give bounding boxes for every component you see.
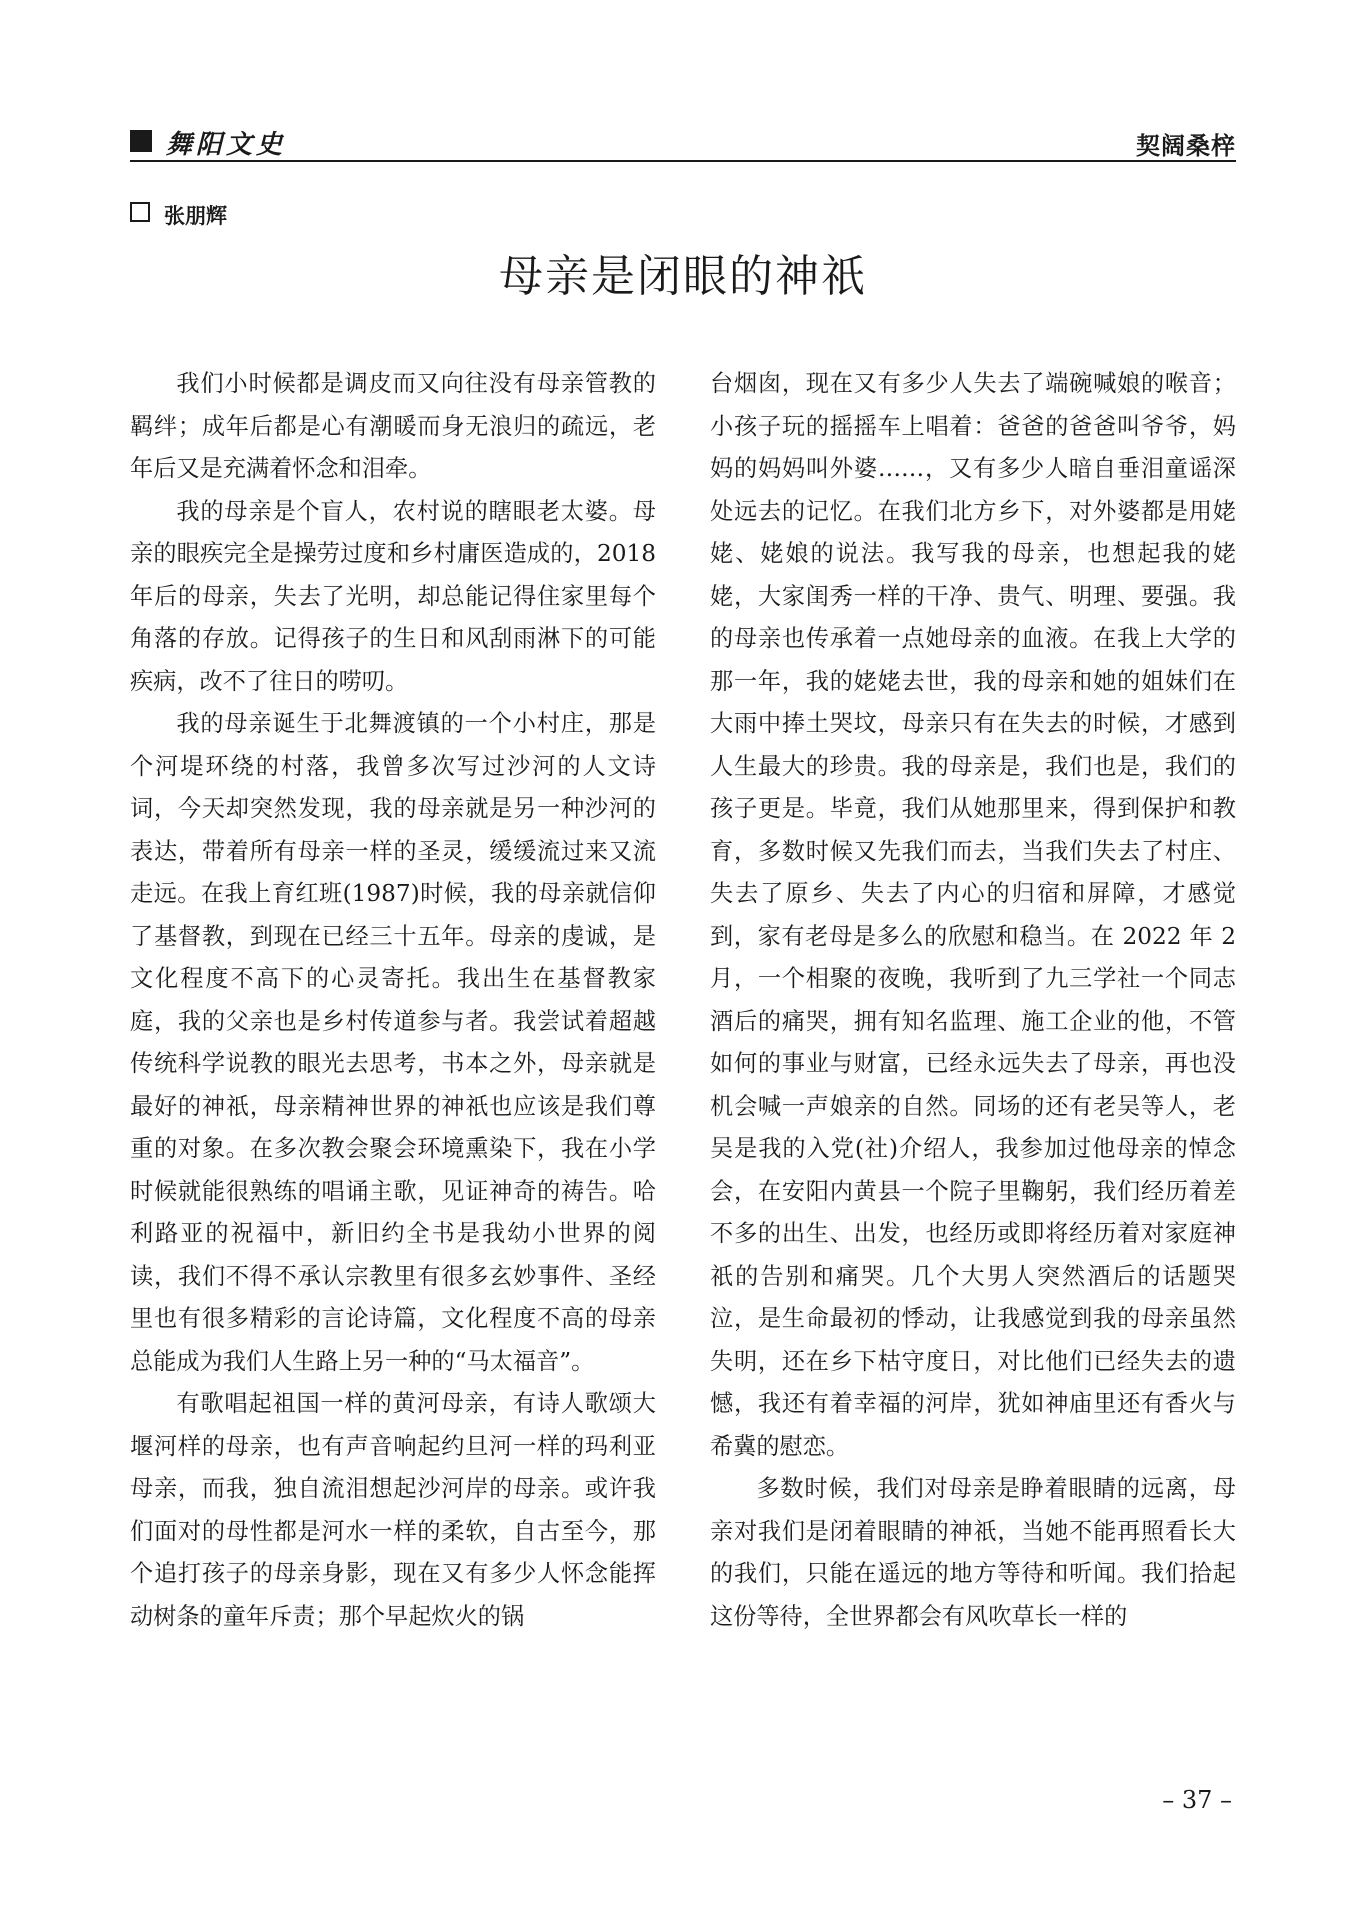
header-divider: [130, 160, 1236, 162]
paragraph: 我们小时候都是调皮而又向往没有母亲管教的羁绊；成年后都是心有潮暖而身无浪归的疏远，老年后又是充满着怀念和泪牵。: [130, 370, 656, 482]
paragraph: 有歌唱起祖国一样的黄河母亲，有诗人歌颂大堰河样的母亲，也有声音响起约旦河一样的玛利亚母亲，而我，独自流泪想起沙河岸的母亲。或许我们面对的母性都是河水一样的柔软，自古至今，那个追打孩子的母亲身影，现在又有多少人怀念能挥动树条的童年斥责；那个早起炊火的锅: [130, 1390, 656, 1630]
author-name: 张朋辉: [164, 204, 227, 228]
paragraph: 多数时候，我们对母亲是睁着眼睛的远离，母亲对我们是闭着眼睛的神祇，当她不能再照看长大的我们，只能在遥远的地方等待和听闻。我们拾起这份等待，全世界都会有风吹草长一样的: [710, 1475, 1236, 1630]
article-title: 母亲是闭眼的神祇: [499, 251, 867, 302]
journal-title: 舞阳文史: [166, 130, 287, 160]
left-column: [130, 363, 656, 1638]
author-box-icon: [130, 202, 150, 222]
right-column: [710, 363, 1236, 1638]
paragraph: 我的母亲诞生于北舞渡镇的一个小村庄，那是个河堤环绕的村落，我曾多次写过沙河的人文诗词，今天却突然发现，我的母亲就是另一种沙河的表达，带着所有母亲一样的圣灵，缓缓流过来又流走远。在我上育红班(1987)时候，我的母亲就信仰了基督教，到现在已经三十五年。母亲的虔诚，是文化程度不高下的心灵寄托。我出生在基督教家庭，我的父亲也是乡村传道参与者。我尝试着超越传统科学说教的眼光去思考，书本之外，母亲就是最好的神祇，母亲精神世界的神祇也应该是我们尊重的对象。在多次教会聚会环境熏染下，我在小学时候就能很熟练的唱诵主歌，见证神奇的祷告。哈利路亚的祝福中，新旧约全书是我幼小世界的阅读，我们不得不承认宗教里有很多玄妙事件、圣经里也有很多精彩的言论诗篇，文化程度不高的母亲总能成为我们人生路上另一种的“马太福音”。: [130, 710, 656, 1375]
paragraph: 我的母亲是个盲人，农村说的瞎眼老太婆。母亲的眼疾完全是操劳过度和乡村庸医造成的，2018 年后的母亲，失去了光明，却总能记得住家里每个角落的存放。记得孩子的生日和风刮雨淋下的可能疾病，改不了往日的唠叨。: [130, 497, 656, 695]
header-square-icon: [130, 130, 152, 152]
section-title: 契阔桑梓: [1136, 132, 1236, 160]
page-header: [130, 124, 1236, 164]
paragraph: 台烟囱，现在又有多少人失去了端碗喊娘的喉音；小孩子玩的摇摇车上唱着：爸爸的爸爸叫爷爷，妈妈的妈妈叫外婆……，又有多少人暗自垂泪童谣深处远去的记忆。在我们北方乡下，对外婆都是用姥姥、姥娘的说法。我写我的母亲，也想起我的姥姥，大家闺秀一样的干净、贵气、明理、要强。我的母亲也传承着一点她母亲的血液。在我上大学的那一年，我的姥姥去世，我的母亲和她的姐妹们在大雨中捧土哭坟，母亲只有在失去的时候，才感到人生最大的珍贵。我的母亲是，我们也是，我们的孩子更是。毕竟，我们从她那里来，得到保护和教育，多数时候又先我们而去，当我们失去了村庄、失去了原乡、失去了内心的归宿和屏障，才感觉到，家有老母是多么的欣慰和稳当。在 2022 年 2 月，一个相聚的夜晚，我听到了九三学社一个同志酒后的痛哭，拥有知名监理、施工企业的他，不管如何的事业与财富，已经永远失去了母亲，再也没机会喊一声娘亲的自然。同场的还有老吴等人，老吴是我的入党(社)介绍人，我参加过他母亲的悼念会，在安阳内黄县一个院子里鞠躬，我们经历着差不多的出生、出发，也经历或即将经历着对家庭神祇的告别和痛哭。几个大男人突然酒后的话题哭泣，是生命最初的悸动，让我感觉到我的母亲虽然失明，还在乡下枯守度日，对比他们已经失去的遗憾，我还有着幸福的河岸，犹如神庙里还有香火与希冀的慰恋。: [710, 370, 1236, 1460]
page-number: – 37 –: [1162, 1786, 1232, 1814]
